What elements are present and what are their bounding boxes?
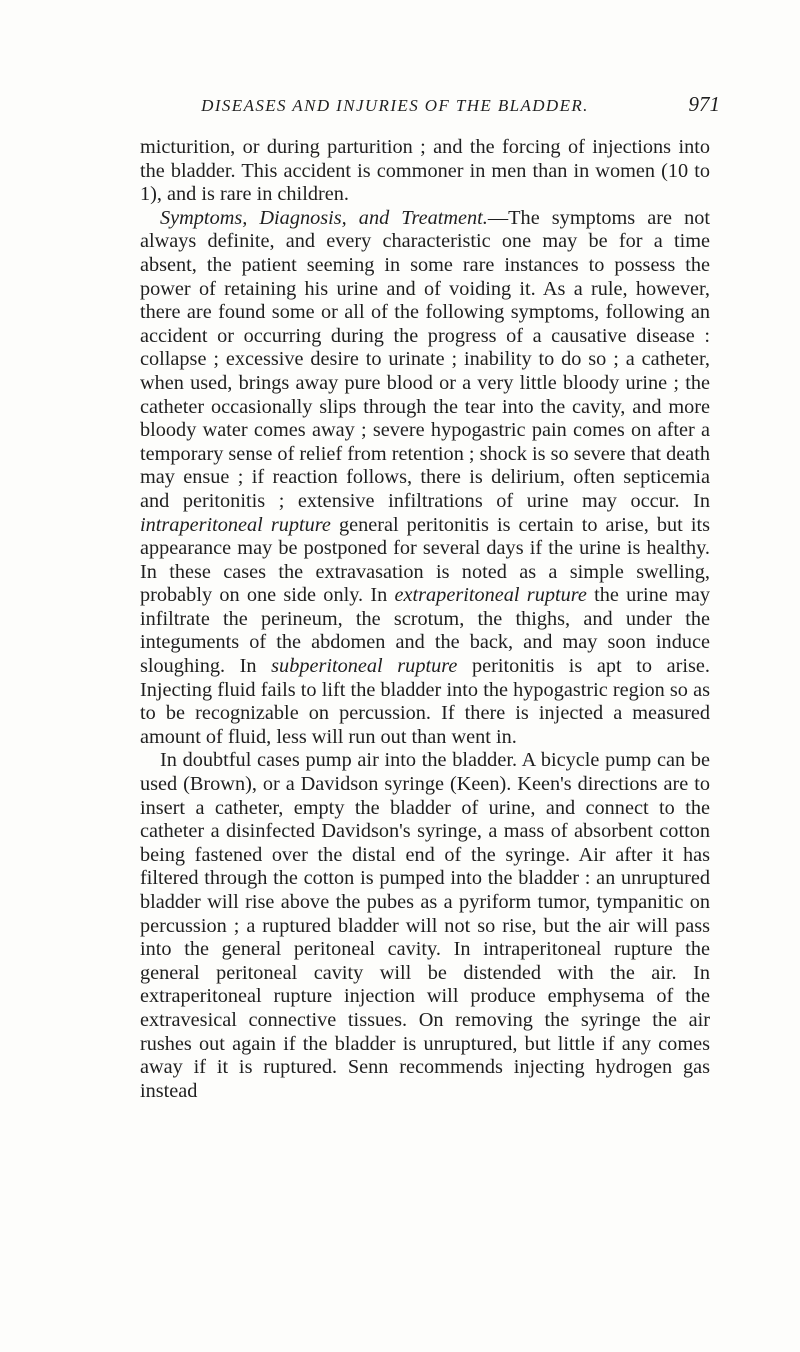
page-number: 971 [688, 92, 720, 116]
running-head: DISEASES AND INJURIES OF THE BLADDER. [201, 96, 589, 115]
text-run: the urine may infiltrate the perineum, the scrotum, the thighs, and under the integuments of the abdomen and the back, and may soon induce sloughing. In [140, 584, 710, 678]
text-run: general peritonitis is certain to arise, but its appearance may be postponed for several days if the urine is healthy. In these cases the extravasation is noted as a simple swelling, probably on one side only. In [140, 513, 711, 607]
book-page [140, 92, 720, 1103]
term-intraperitoneal: intraperitoneal rupture [140, 513, 331, 536]
paragraph-air-test: In doubtful cases pump air into the bladder. A bicycle pump can be used (Brown), or a Davidson syringe (Keen). Keen's directions are to insert a catheter, empty the bladder of urine, and connect to the catheter a disinfected Davidson's syringe, a mass of absorbent cotton being fastened over the distal end of the syringe. Air after it has filtered through the cotton is pumped into the bladder : an unruptured bladder will rise above the pubes as a pyriform tumor, tympanitic on percussion ; a ruptured bladder will not so rise, but the air will pass into the general peritoneal cavity. In intraperitoneal rupture the general peritoneal cavity will be distended with the air. In extraperitoneal rupture injection will produce emphysema of the extravesical connective tissues. On removing the syringe the air rushes out again if the bladder is unruptured, but little if any comes away if it is ruptured. Senn recommends injecting hydrogen gas instead [140, 749, 710, 1102]
body-text [140, 136, 710, 1103]
section-heading: Symptoms, Diagnosis, and Treatment. [160, 206, 488, 229]
paragraph-symptoms [140, 207, 710, 750]
term-extraperitoneal: extraperitoneal rupture [394, 584, 587, 607]
page-header [140, 92, 720, 136]
term-subperitoneal: subperitoneal rupture [271, 655, 458, 678]
text-run: peritonitis is apt to arise. Injecting fluid fails to lift the bladder into the hypogastric region so as to be recognizable on percussion. If there is injected a measured amount of fluid, less will run out than went in. [140, 655, 710, 748]
paragraph-continued: micturition, or during parturition ; and the forcing of injections into the bladder. This accident is commoner in men than in women (10 to 1), and is rare in children. [140, 136, 710, 206]
text-run: —The symptoms are not always definite, and every characteristic one may be for a time absent, the patient seeming in some rare instances to possess the power of retaining his urine and of voiding it. As a rule, however, there are found some or all of the following symptoms, following an accident or occurring during the progress of a causative disease : collapse ; excessive desire to urinate ; inability to do so ; a catheter, when used, brings away pure blood or a very little bloody urine ; the catheter occasionally slips through the tear into the cavity, and more bloody water comes away ; severe hypogastric pain comes on after a temporary sense of relief from retention ; shock is so severe that death may ensue ; if reaction follows, there is delirium, often septicemia and peritonitis ; extensive infiltrations of urine may occur. In [140, 206, 711, 512]
